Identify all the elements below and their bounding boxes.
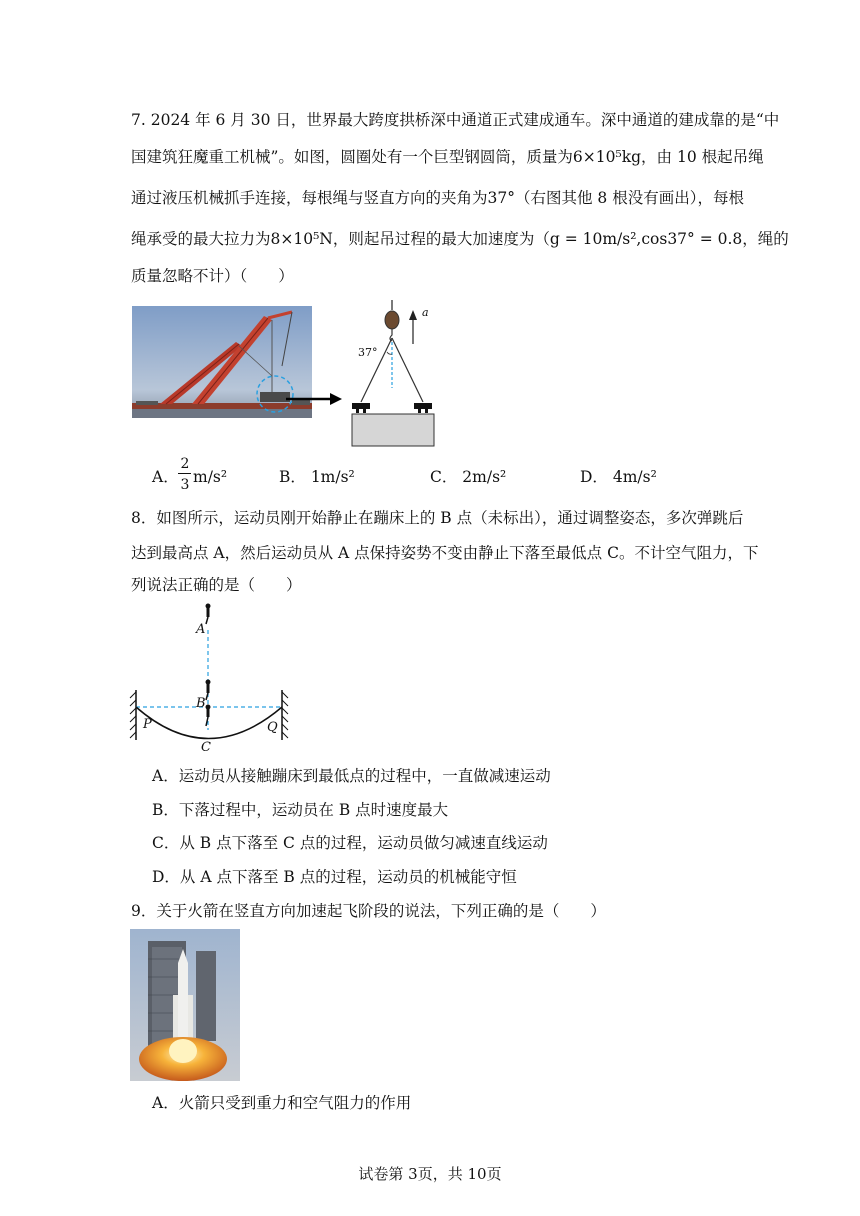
q7-text-line-2: 国建筑狂魔重工机械”。如图，圆圈处有一个巨型钢圆筒，质量为6×10⁵kg，由 10 根起吊绳 [131, 148, 764, 166]
q8-option-c[interactable]: C．从 B 点下落至 C 点的过程，运动员做匀减速直线运动 [152, 834, 548, 852]
q8-text-line-3: 列说法正确的是（ ） [131, 576, 302, 594]
angle-label: 37° [358, 346, 378, 359]
right-arrow-icon [284, 390, 344, 408]
q8-option-b[interactable]: B．下落过程中，运动员在 B 点时速度最大 [152, 801, 449, 819]
q9-text-line-1: 9．关于火箭在竖直方向加速起飞阶段的说法，下列正确的是（ ） [131, 902, 606, 920]
point-q-label: Q [267, 720, 278, 735]
q7-option-d[interactable]: D． 4m/s² [580, 468, 657, 486]
q7-option-c[interactable]: C． 2m/s² [430, 468, 507, 486]
hook-diagram [346, 300, 446, 450]
q7-text-line-4: 绳承受的最大拉力为8×10⁵N，则起吊过程的最大加速度为（g = 10m/s²,cos37° = 0.8，绳的 [131, 230, 789, 248]
q9-option-a[interactable]: A．火箭只受到重力和空气阻力的作用 [152, 1094, 412, 1112]
q7-text-line-5: 质量忽略不计）（ ） [131, 267, 294, 285]
point-a-label: A [196, 622, 206, 637]
q7-option-a-label[interactable]: A． [152, 468, 179, 486]
rocket-photo [130, 929, 240, 1081]
point-p-label: P [143, 717, 152, 732]
q8-option-d[interactable]: D．从 A 点下落至 B 点的过程，运动员的机械能守恒 [152, 868, 517, 886]
q7-option-a-denominator: 3 [180, 477, 190, 493]
q8-text-line-1: 8．如图所示，运动员刚开始静止在蹦床上的 B 点（未标出），通过调整姿态，多次弹跳后 [131, 509, 744, 527]
point-c-label: C [201, 740, 211, 755]
q7-option-a-numerator: 2 [180, 456, 190, 472]
point-b-label: B [196, 696, 206, 711]
q7-option-a-unit: m/s² [193, 468, 228, 486]
q7-text-line-3: 通过液压机械抓手连接，每根绳与竖直方向的夹角为37°（右图其他 8 根没有画出），每根 [131, 189, 744, 207]
q8-option-a[interactable]: A．运动员从接触蹦床到最低点的过程中，一直做减速运动 [152, 767, 551, 785]
acceleration-label: a [422, 306, 429, 319]
q8-text-line-2: 达到最高点 A，然后运动员从 A 点保持姿势不变由静止下落至最低点 C。不计空气阻力，下 [131, 544, 759, 562]
trampoline-diagram [128, 600, 290, 760]
q7-text-line-1: 7. 2024 年 6 月 30 日，世界最大跨度拱桥深中通道正式建成通车。深中通道的建成靠的是“中 [131, 111, 780, 129]
page-footer: 试卷第 3页，共 10页 [358, 1165, 502, 1183]
q7-option-b[interactable]: B． 1m/s² [279, 468, 355, 486]
fraction-bar [178, 473, 191, 474]
